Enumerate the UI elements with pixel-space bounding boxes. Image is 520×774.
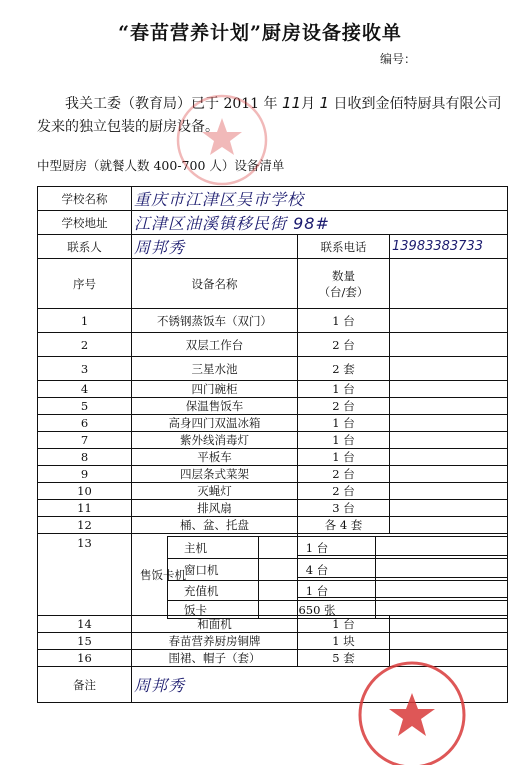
row-qty: 2 套 [298, 357, 390, 381]
page-title: “春苗营养计划”厨房设备接收单 [118, 22, 402, 44]
row-qty: 1 台 [298, 449, 390, 466]
sub-item-qty: 1 台 [259, 537, 376, 559]
row-no: 3 [38, 357, 132, 381]
sub-row [168, 559, 508, 581]
row-name: 桶、盆、托盘 [132, 517, 298, 534]
school-name-label: 学校名称 [38, 187, 132, 211]
sub-item-blank [376, 537, 508, 559]
intro-day: 1 [319, 94, 330, 112]
list-subtitle: 中型厨房（就餐人数 400-700 人）设备清单 [37, 158, 285, 173]
intro-text-2: 月 [301, 96, 316, 112]
row-name: 不锈钢蒸饭车（双门） [132, 309, 298, 333]
sub-row [168, 537, 508, 559]
sub-item-qty: 1 台 [259, 581, 376, 601]
row-blank [390, 398, 508, 415]
row-qty: 1 台 [298, 415, 390, 432]
intro-paragraph [37, 92, 505, 139]
row-no: 5 [38, 398, 132, 415]
row-qty: 1 台 [298, 309, 390, 333]
row-name: 灭蝇灯 [132, 483, 298, 500]
card-machine-subtable [167, 536, 508, 619]
row-blank [390, 381, 508, 398]
phone-value: 13983383733 [390, 235, 508, 259]
row-no: 16 [38, 650, 132, 667]
signature: 周邦秀 [132, 667, 508, 703]
sub-item-blank [376, 559, 508, 581]
contact-row [38, 235, 508, 259]
row-name: 紫外线消毒灯 [132, 432, 298, 449]
row-blank [390, 650, 508, 667]
row-no: 8 [38, 449, 132, 466]
row-qty: 2 台 [298, 398, 390, 415]
sub-item-name: 充值机 [168, 581, 259, 601]
row-qty: 3 台 [298, 500, 390, 517]
sub-row [168, 581, 508, 601]
header-qty [298, 259, 390, 309]
contact-label: 联系人 [38, 235, 132, 259]
row-name: 和面机 [132, 616, 298, 633]
sub-item-blank [376, 601, 508, 619]
contact-value: 周邦秀 [132, 235, 298, 259]
row-name: 围裙、帽子（套） [132, 650, 298, 667]
row-no: 4 [38, 381, 132, 398]
table-header-row [38, 259, 508, 309]
row-name: 四门碗柜 [132, 381, 298, 398]
sub-row [168, 601, 508, 619]
table-row [38, 500, 508, 517]
doc-number-label: 编号： [380, 52, 417, 66]
row-name: 保温售饭车 [132, 398, 298, 415]
intro-month: 11 [281, 94, 302, 112]
group-no: 13 [38, 534, 132, 616]
row-blank [390, 500, 508, 517]
row-blank [390, 415, 508, 432]
school-address-row [38, 211, 508, 235]
row-no: 1 [38, 309, 132, 333]
phone-label: 联系电话 [298, 235, 390, 259]
school-address-value: 江津区油溪镇移民街 98# [132, 211, 508, 235]
row-blank [390, 333, 508, 357]
row-qty: 2 台 [298, 466, 390, 483]
row-qty: 5 套 [298, 650, 390, 667]
row-no: 10 [38, 483, 132, 500]
table-row [38, 466, 508, 483]
row-blank [390, 483, 508, 500]
row-no: 2 [38, 333, 132, 357]
row-name: 平板车 [132, 449, 298, 466]
table-row [38, 432, 508, 449]
remarks-row [38, 667, 508, 703]
group-name: 售饭卡机 [132, 534, 298, 616]
row-qty: 各 4 套 [298, 517, 390, 534]
row-name: 三星水池 [132, 357, 298, 381]
row-no: 9 [38, 466, 132, 483]
table-row [38, 381, 508, 398]
table-row [38, 449, 508, 466]
table-row [38, 357, 508, 381]
sub-item-qty: 650 张 [259, 601, 376, 619]
table-row [38, 517, 508, 534]
table-row [38, 633, 508, 650]
row-no: 15 [38, 633, 132, 650]
intro-text-1: 我关工委（教育局）已于 2011 年 [65, 96, 278, 112]
row-no: 14 [38, 616, 132, 633]
sub-item-name: 窗口机 [168, 559, 259, 581]
row-qty: 1 块 [298, 633, 390, 650]
sub-item-blank [376, 581, 508, 601]
row-qty: 1 台 [298, 432, 390, 449]
table-row [38, 309, 508, 333]
row-blank [390, 309, 508, 333]
row-no: 11 [38, 500, 132, 517]
row-qty: 1 台 [298, 616, 390, 633]
remarks-label: 备注 [38, 667, 132, 703]
header-no: 序号 [38, 259, 132, 309]
row-qty: 1 台 [298, 381, 390, 398]
header-qty-line2: （台/套） [318, 284, 369, 299]
row-blank [390, 449, 508, 466]
row-name: 排风扇 [132, 500, 298, 517]
row-no: 7 [38, 432, 132, 449]
sub-item-qty: 4 台 [259, 559, 376, 581]
row-blank [390, 466, 508, 483]
table-row [38, 483, 508, 500]
sub-item-name: 主机 [168, 537, 259, 559]
row-blank [390, 633, 508, 650]
school-name-value: 重庆市江津区吴市学校 [132, 187, 508, 211]
row-no: 12 [38, 517, 132, 534]
row-blank [390, 432, 508, 449]
row-name: 四层条式菜架 [132, 466, 298, 483]
row-qty: 2 台 [298, 483, 390, 500]
table-row [38, 415, 508, 432]
intro-text-3: 日收到金佰特厨具有限公司发来的独立包装的厨房设备。 [37, 96, 502, 135]
school-address-label: 学校地址 [38, 211, 132, 235]
row-name: 高身四门双温冰箱 [132, 415, 298, 432]
sub-item-name: 饭卡 [168, 601, 259, 619]
row-no: 6 [38, 415, 132, 432]
table-row [38, 650, 508, 667]
header-blank [390, 259, 508, 309]
row-qty: 2 台 [298, 333, 390, 357]
school-name-row [38, 187, 508, 211]
header-qty-line1: 数量 [332, 268, 355, 283]
row-name: 春苗营养厨房铜牌 [132, 633, 298, 650]
row-blank [390, 357, 508, 381]
table-row [38, 398, 508, 415]
equipment-table [37, 186, 508, 703]
row-blank [390, 517, 508, 534]
header-name: 设备名称 [132, 259, 298, 309]
row-name: 双层工作台 [132, 333, 298, 357]
table-row [38, 333, 508, 357]
